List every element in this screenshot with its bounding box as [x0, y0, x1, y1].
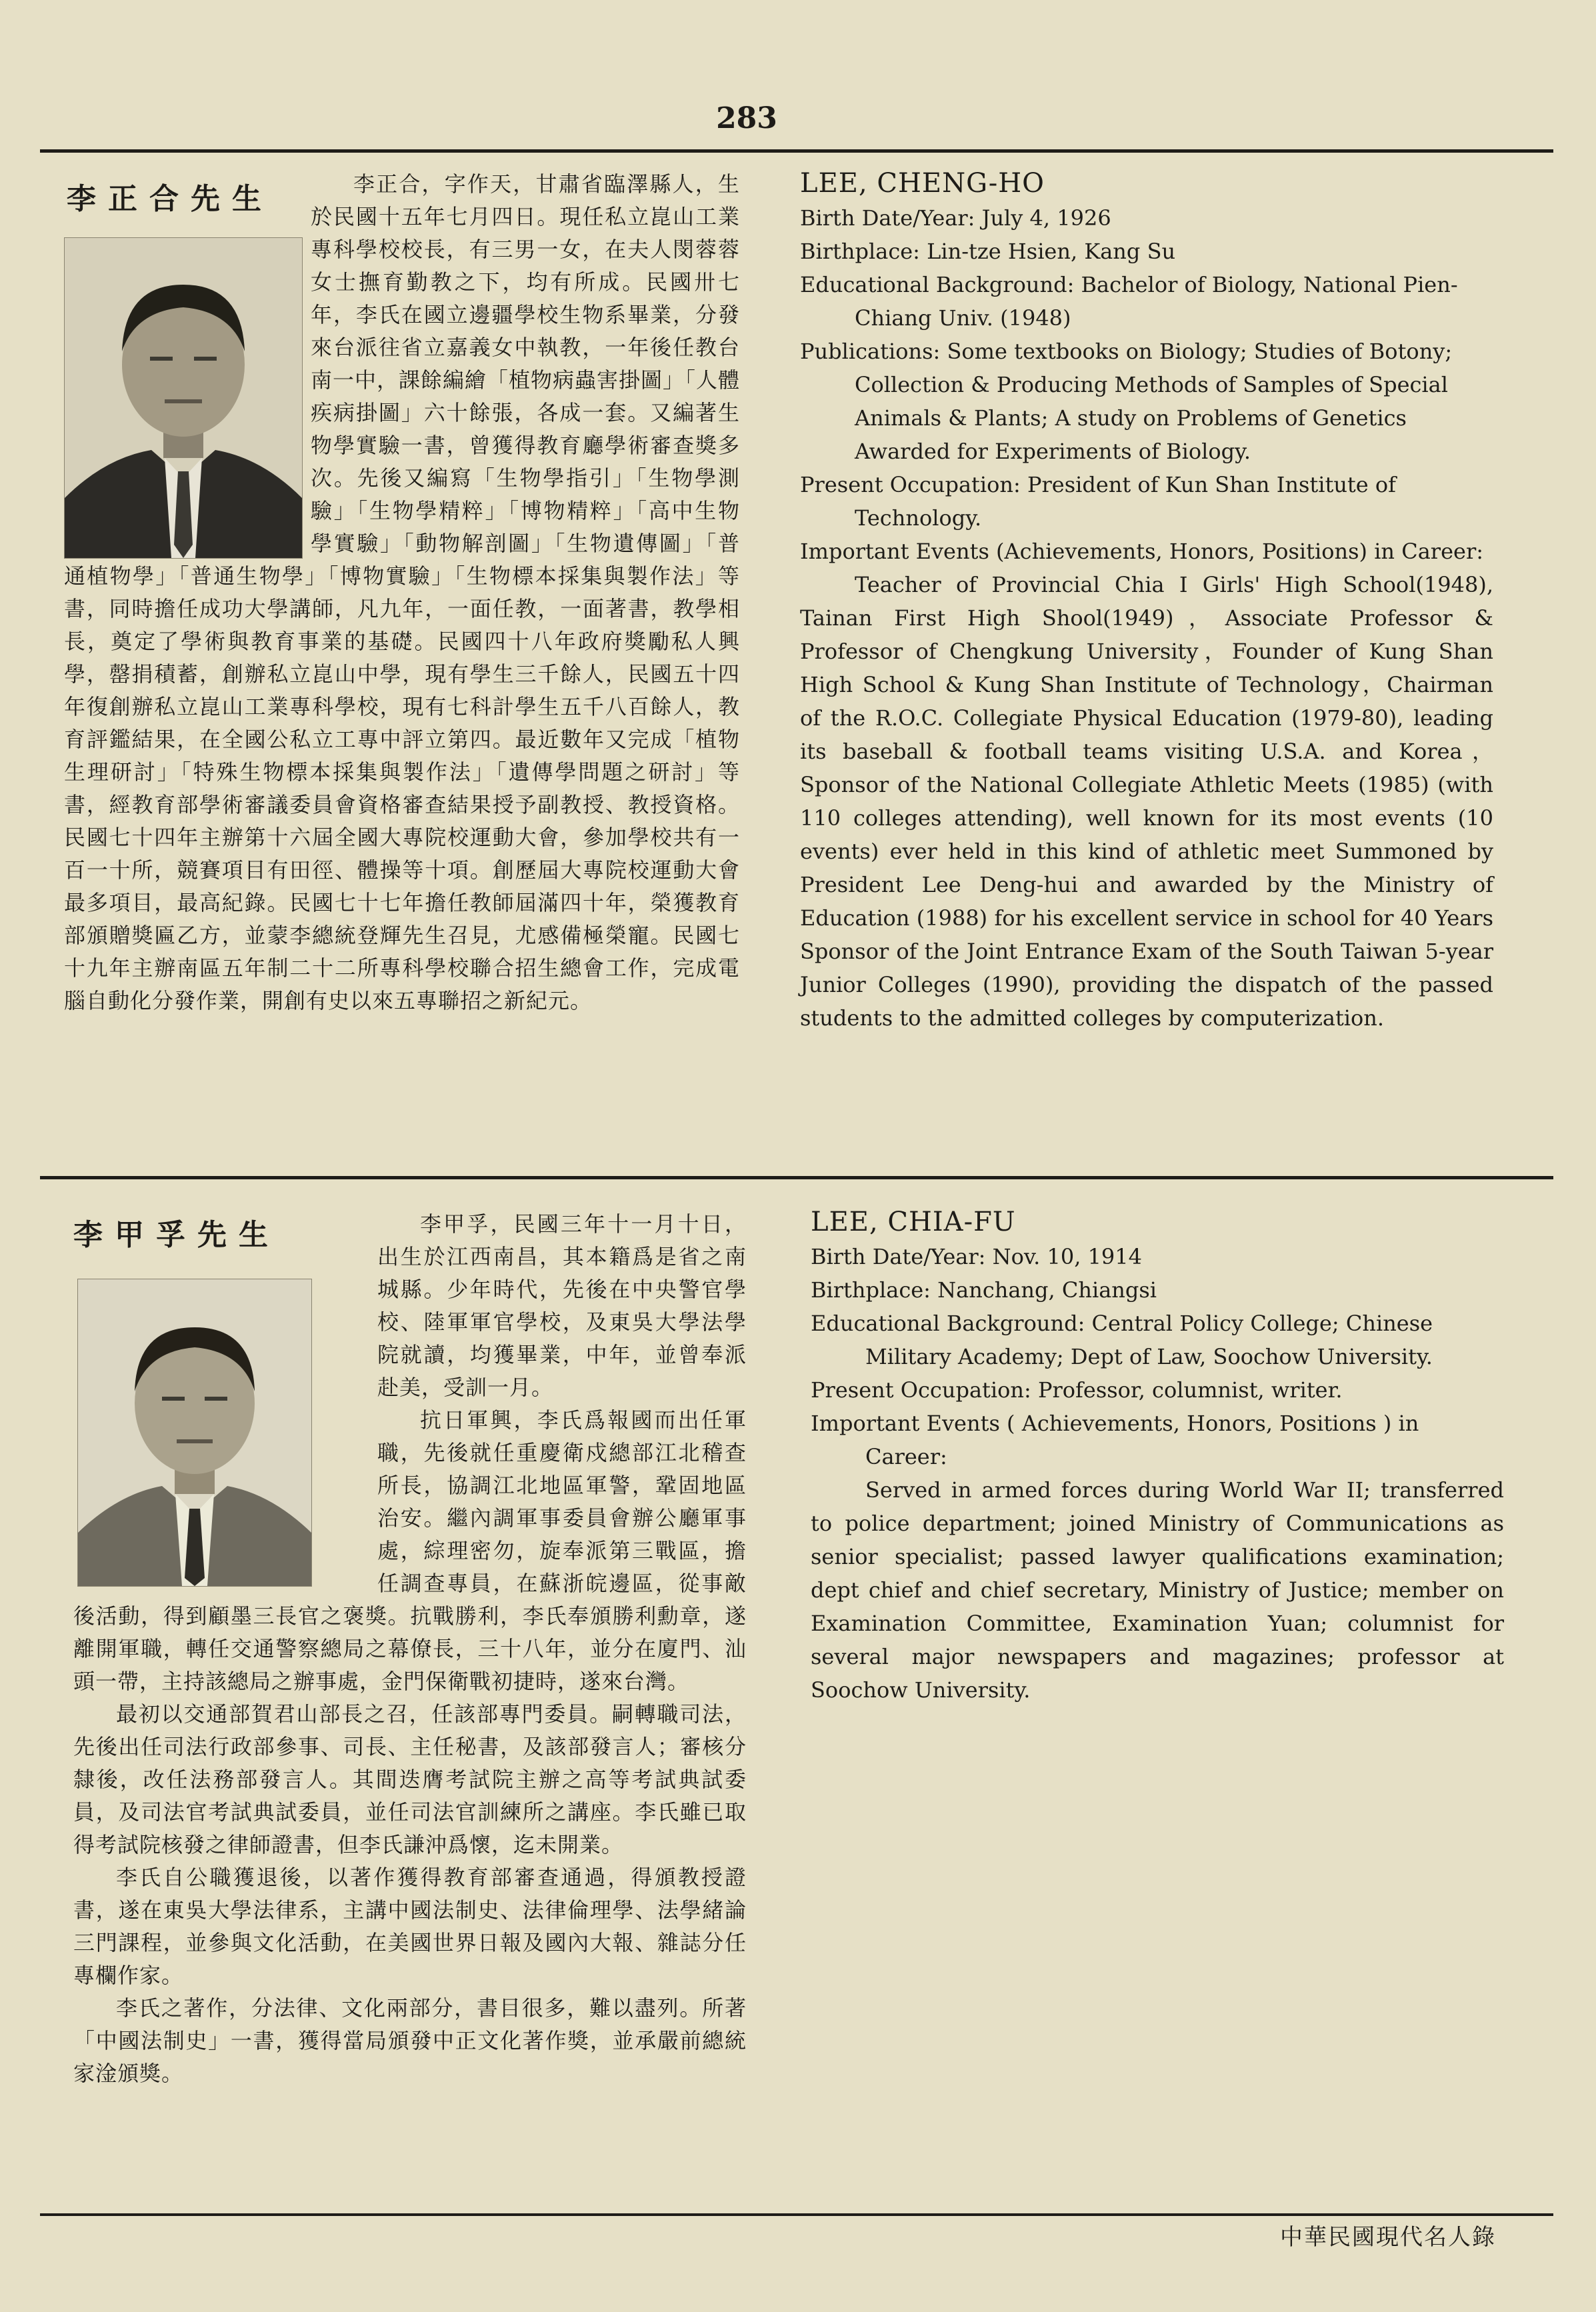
entry-2-field-occupation: Present Occupation: Professor, columnist, writer.: [811, 1377, 1343, 1403]
entry-2-english-name: LEE, CHIA-FU: [811, 1207, 1016, 1237]
entry-2-field-birthplace: Birthplace: Nanchang, Chiangsi: [811, 1277, 1157, 1303]
entry-2-chinese-paragraph-4: 李氏自公職獲退後，以著作獲得教育部審查通過，得頒教授證書，遂在東吳大學法律系，主講中國法制史、法律倫理學、法學緒論三門課程，並參與文化活動，在美國世界日報及國內大報、雜誌分任專欄作家。: [73, 1865, 747, 1988]
entry-2-events-paragraph: Served in armed forces during World War II; transferred to police department; joined Ministry of Communications as senior specialist; passed lawyer qualifications examination; dept chief and chief secretary, Ministry of Justice; member on Examination Committee, Examination Yuan; columnist for several major newspapers and magazines; professor at Soochow University.: [811, 1477, 1504, 1703]
entry-2-chinese-paragraph-1: 李甲孚，民國三年十一月十日，出生於江西南昌，其本籍爲是省之南城縣。少年時代，先後在中央警官學校、陸軍軍官學校，及東吳大學法學院就讀，均獲畢業，中年，並曾奉派赴美，受訓一月。: [377, 1211, 747, 1400]
entry-2-field-education: Educational Background: Central Policy College; Chinese Military Academy; Dept of Law, Soochow University.: [811, 1311, 1433, 1369]
top-rule: [40, 149, 1553, 153]
entry-1-chinese-biography: [64, 168, 740, 1017]
entry-1-photo-spacer: [64, 168, 311, 560]
entry-2-photo-spacer: [73, 1208, 377, 1589]
entry-1-field-occupation: Present Occupation: President of Kun Shan Institute of Technology.: [800, 472, 1396, 531]
entry-2-field-birth-date: Birth Date/Year: Nov. 10, 1914: [811, 1244, 1142, 1269]
entry-1-field-birth-date: Birth Date/Year: July 4, 1926: [800, 205, 1111, 231]
page-number: 283: [716, 101, 777, 135]
entry-1-english-section: [800, 167, 1493, 1035]
entry-2-chinese-biography: [73, 1208, 747, 2090]
entry-1-english-name: LEE, CHENG-HO: [800, 168, 1045, 199]
entry-1-field-birthplace: Birthplace: Lin-tze Hsien, Kang Su: [800, 239, 1176, 264]
entry-1-field-events-heading: Important Events (Achievements, Honors, Positions) in Career:: [800, 539, 1484, 564]
entry-2-chinese-paragraph-5: 李氏之著作，分法律、文化兩部分，書目很多，難以盡列。所著「中國法制史」一書，獲得當局頒發中正文化著作獎，並承嚴前總統家淦頒獎。: [73, 1995, 747, 2086]
entry-2-field-events-heading: Important Events ( Achievements, Honors, Positions ) in Career:: [811, 1411, 1419, 1469]
entry-1-field-publications: Publications: Some textbooks on Biology; Studies of Botony; Collection & Producing Methods of Samples of Special Animals & Plants; A study on Problems of Genetics Awarded for Experiments of Biology.: [800, 339, 1453, 464]
bottom-rule: [40, 2213, 1553, 2216]
middle-rule: [40, 1176, 1553, 1179]
entry-1-chinese-paragraph: 李正合，字作天，甘肅省臨澤縣人，生於民國十五年七月四日。現任私立崑山工業專科學校校長，有三男一女，在夫人閔蓉蓉女士撫育勤教之下，均有所成。民國卅七年，李氏在國立邊疆學校生物系畢業，分發來台派往省立嘉義女中執教，一年後任教台南一中，課餘編繪「植物病蟲害掛圖」「人體疾病掛圖」六十餘張，各成一套。又編著生物學實驗一書，曾獲得教育廳學術審查獎多次。先後又編寫「生物學指引」「生物學測驗」「生物學精粹」「博物精粹」「高中生物學實驗」「動物解剖圖」「生物遺傳圖」「普通植物學」「普通生物學」「博物實驗」「生物標本採集與製作法」等書，同時擔任成功大學講師，凡九年，一面任教，一面著書，教學相長，奠定了學術與教育事業的基礎。民國四十八年政府獎勵私人興學，罄捐積蓄，創辦私立崑山中學，現有學生三千餘人，民國五十四年復創辦私立崑山工業專科學校，現有七科計學生五千八百餘人，教育評鑑結果，在全國公私立工專中評立第四。最近數年又完成「植物生理研討」「特殊生物標本採集與製作法」「遺傳學問題之研討」等書，經教育部學術審議委員會資格審查結果授予副教授、教授資格。民國七十四年主辦第十六屆全國大專院校運動大會，參加學校共有一百一十所，競賽項目有田徑、體操等十項。創歷屆大專院校運動大會最多項目，最高紀錄。民國七十七年擔任教師屆滿四十年，榮獲教育部頒贈獎匾乙方，並蒙李總統登輝先生召見，尤感備極榮寵。民國七十九年主辦南區五年制二十二所專科學校聯合招生總會工作，完成電腦自動化分發作業，開創有史以來五專聯招之新紀元。: [64, 171, 741, 1013]
entry-2-chinese-name: 李甲孚先生: [73, 1218, 280, 1252]
entry-2-english-section: [811, 1205, 1504, 1707]
book-title-footer: 中華民國現代名人錄: [1280, 2224, 1496, 2251]
entry-2-chinese-paragraph-3: 最初以交通部賀君山部長之召，任該部專門委員。嗣轉職司法，先後出任司法行政部參事、司長、主任秘書，及該部發言人；審核分隸後，改任法務部發言人。其間迭膺考試院主辦之高等考試典試委員，及司法官考試典試委員，並任司法官訓練所之講座。李氏雖已取得考試院核發之律師證書，但李氏謙沖爲懷，迄未開業。: [73, 1701, 747, 1857]
entry-1-events-paragraph: Teacher of Provincial Chia I Girls' High School(1948), Tainan First High Shool(1949)，Associate Professor & Professor of Chengkung University，Founder of Kung Shan High School & Kung Shan Institute of Technology，Chairman of the R.O.C. Collegiate Physical Education (1979-80), leading its baseball & football teams visiting U.S.A. and Korea，Sponsor of the National Collegiate Athletic Meets (1985) (with 110 colleges attending), well known for its most events (10 events) ever held in this kind of athletic meet Summoned by President Lee Deng-hui and awarded by the Ministry of Education (1988) for his excellent service in school for 40 Years Sponsor of the Joint Entrance Exam of the South Taiwan 5-year Junior Colleges (1990), providing the dispatch of the passed students to the admitted colleges by computerization.: [800, 572, 1493, 1031]
entry-1-field-education: Educational Background: Bachelor of Biology, National Pien-Chiang Univ. (1948): [800, 272, 1458, 331]
entry-1-chinese-name: 李正合先生: [67, 182, 273, 216]
entry-2-chinese-paragraph-2: 抗日軍興，李氏爲報國而出任軍職，先後就任重慶衛戍總部江北稽查所長，協調江北地區軍警，鞏固地區治安。繼內調軍事委員會辦公廳軍事處，綜理密勿，旋奉派第三戰區，擔任調查專員，在蘇浙皖邊區，從事敵後活動，得到顧墨三長官之褒獎。抗戰勝利，李氏奉頒勝利勳章，遂離開軍職，轉任交通警察總局之幕僚長，三十八年，並分在廈門、汕頭一帶，主持該總局之辦事處，金門保衛戰初捷時，遂來台灣。: [73, 1407, 747, 1694]
